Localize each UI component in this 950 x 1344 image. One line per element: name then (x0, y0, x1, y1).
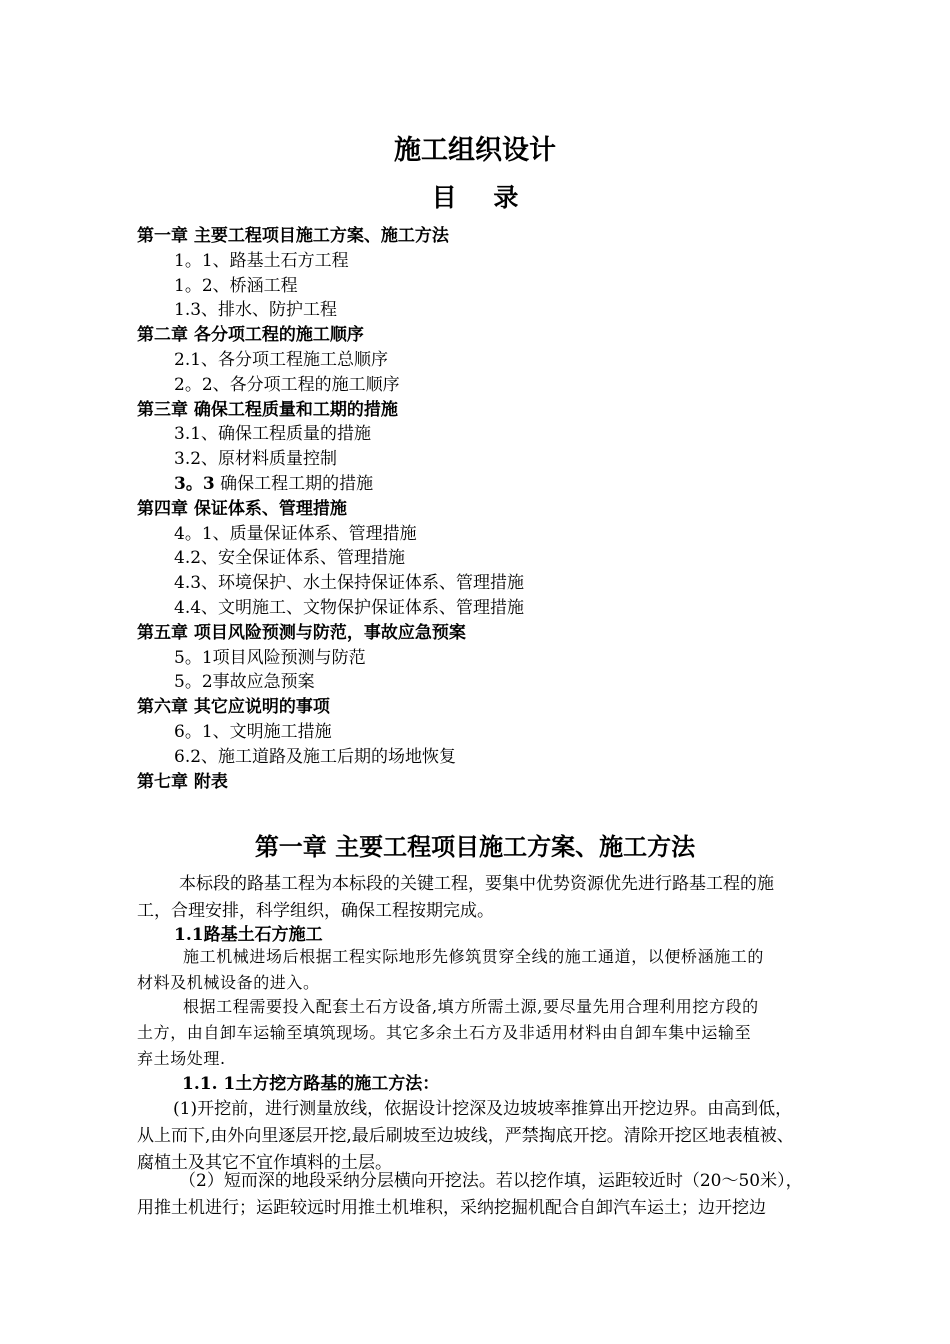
toc-section-entry: 1.3、排水、防护工程 (174, 300, 338, 321)
paragraph-line: 本标段的路基工程为本标段的关键工程，要集中优势资源优先进行路基工程的施 (179, 874, 774, 894)
toc-chapter-entry: 第六章 其它应说明的事项 (137, 697, 330, 718)
toc-section-entry: 4。1、质量保证体系、管理措施 (174, 523, 417, 544)
toc-chapter-entry: 第四章 保证体系、管理措施 (137, 498, 347, 519)
paragraph-line: (1)开挖前，进行测量放线，依据设计挖深及边坡坡率推算出开挖边界。由高到低， (173, 1099, 793, 1119)
toc-chapter-entry: 第三章 确保工程质量和工期的措施 (137, 399, 398, 420)
paragraph-line: 用推土机进行；运距较远时用推土机堆积，采纳挖掘机配合自卸汽车运土；边开挖边 (137, 1198, 766, 1218)
toc-chapter-entry: 第五章 项目风险预测与防范，事故应急预案 (137, 622, 466, 643)
paragraph-line: 施工机械进场后根据工程实际地形先修筑贯穿全线的施工通道，以便桥涵施工的 (183, 947, 765, 966)
paragraph-earthwork (137, 994, 865, 1072)
toc-chapter-entry: 第二章 各分项工程的施工顺序 (137, 325, 364, 346)
toc-section-entry: 4.3、环境保护、水土保持保证体系、管理措施 (174, 573, 525, 594)
document-title: 施工组织设计 (394, 135, 556, 166)
toc-entry-label: 确保工程工期的措施 (214, 474, 374, 494)
paragraph-line: 根据工程需要投入配套土石方设备,填方所需土源,要尽量先用合理利用挖方段的 (183, 997, 759, 1016)
paragraph-line: 土方，由自卸车运输至填筑现场。其它多余土石方及非适用材料由自卸车集中运输至 (137, 1023, 752, 1042)
section-heading-1-1: 1.1路基土石方施工 (174, 925, 323, 945)
section-heading-1-1-1: 1.1. 1土方挖方路基的施工方法： (182, 1074, 440, 1094)
paragraph-line: 腐植土及其它不宜作填料的土层。 (137, 1153, 392, 1173)
paragraph-line: （2）短而深的地段采纳分层横向开挖法。若以挖作填，运距较近时（20～50米）， (179, 1171, 803, 1191)
toc-section-entry: 5。2事故应急预案 (174, 672, 315, 693)
toc-section-entry: 1。2、桥涵工程 (174, 275, 298, 296)
toc-title: 目 录 (431, 183, 533, 212)
toc-chapter-entry: 第七章 附表 (137, 771, 228, 792)
paragraph-line: 材料及机械设备的进入。 (137, 973, 320, 992)
paragraph-line: 从上而下,由外向里逐层开挖,最后刷坡至边坡线，严禁掏底开挖。清除开挖区地表植被、 (137, 1126, 794, 1146)
toc-section-entry: 2.1、各分项工程施工总顺序 (174, 350, 389, 370)
chapter-1-heading: 第一章 主要工程项目施工方案、施工方法 (254, 833, 696, 861)
toc-section-entry: 2。2、各分项工程的施工顺序 (174, 374, 400, 395)
toc-section-entry: 4.2、安全保证体系、管理措施 (174, 548, 406, 569)
intro-paragraph (137, 871, 865, 925)
paragraph-line: 工，合理安排，科学组织，确保工程按期完成。 (137, 901, 494, 921)
toc-section-entry: 1。1、路基土石方工程 (174, 250, 349, 271)
toc-section-entry: 6。1、文明施工措施 (174, 722, 332, 742)
paragraph-excavation-1 (137, 1096, 865, 1177)
toc-section-entry: 3.2、原材料质量控制 (174, 449, 338, 470)
toc-section-entry: 3.1、确保工程质量的措施 (174, 424, 372, 445)
toc-section-entry: 6.2、施工道路及施工后期的场地恢复 (174, 746, 457, 767)
paragraph-machinery (137, 944, 865, 996)
toc-chapter-entry: 第一章 主要工程项目施工方案、施工方法 (137, 226, 449, 246)
toc-section-entry (174, 472, 373, 497)
toc-entry-number: 3。3 (174, 474, 215, 494)
paragraph-line: 弃土场处理. (137, 1049, 226, 1068)
paragraph-excavation-2 (137, 1168, 865, 1222)
toc-section-entry: 5。1项目风险预测与防范 (174, 647, 366, 668)
toc-section-entry: 4.4、文明施工、文物保护保证体系、管理措施 (174, 598, 525, 618)
